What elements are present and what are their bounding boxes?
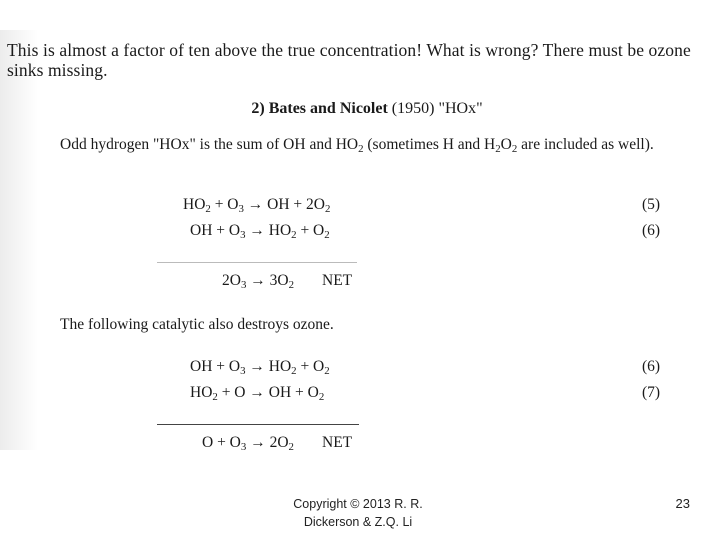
section-title (0, 100, 720, 118)
section-number: 2) (251, 100, 265, 117)
scan-shadow (0, 30, 38, 450)
intro-paragraph: This is almost a factor of ten above the true concentration! What is wrong? There must be ozone sinks missing. (7, 40, 691, 80)
reaction-5: $HO_2 + O_3$ → OH + $2O_2$ (183, 196, 331, 215)
reaction-6: OH + $O_3 \to HO_2 + O_2$ (190, 358, 330, 377)
copyright-line: Copyright © 2013 R. R. (293, 497, 423, 511)
reaction-number: (6) (642, 358, 661, 375)
copyright-footer (258, 495, 458, 531)
net-label: NET (322, 434, 353, 451)
reaction-7: $HO_2 + O$ → OH + $O_2$ (190, 384, 325, 403)
copyright-line: Dickerson & Z.Q. Li (303, 515, 413, 529)
net-reaction: $2O_3 \to 3O_2$ (222, 272, 294, 291)
section-name: "HOx" (438, 100, 483, 117)
reaction-number: (6) (642, 222, 661, 239)
hox-definition: Odd hydrogen "HOx" is the sum of OH and $HO_2$ (sometimes H and $H_2O_2$ are included as well). (60, 136, 654, 155)
section-year: (1950) (391, 100, 435, 117)
divider-line (157, 262, 357, 263)
net-reaction: $O + O_3 \to 2O_2$ (202, 434, 294, 453)
reaction-6: OH + $O_3 \to HO_2 + O_2$ (190, 222, 330, 241)
section-authors: Bates and Nicolet (268, 100, 388, 117)
net-label: NET (322, 272, 353, 289)
catalytic-intro: The following catalytic also destroys ozone. (60, 316, 334, 333)
page-number: 23 (675, 496, 690, 511)
reaction-number: (5) (642, 196, 661, 213)
divider-line (157, 424, 359, 425)
reaction-number: (7) (642, 384, 661, 401)
